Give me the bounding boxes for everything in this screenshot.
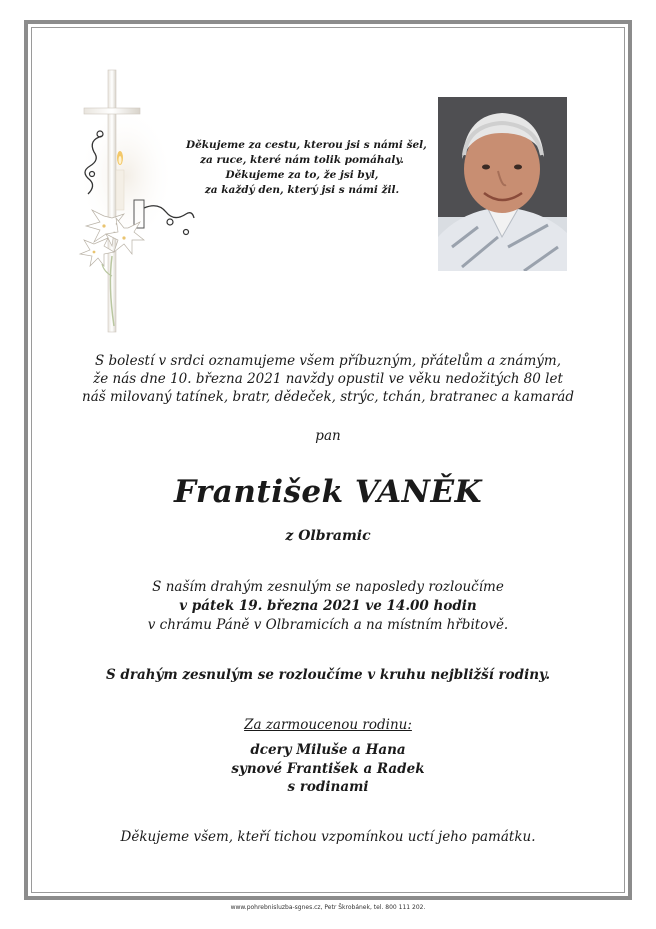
closing-thanks: Děkujeme všem, kteří tichou vzpomínkou uctí jeho památku. (120, 829, 536, 845)
portrait-photo (438, 97, 567, 271)
funeral-date-time: v pátek 19. března 2021 ve 14.00 hodin (179, 598, 477, 614)
memorial-poem (186, 138, 427, 198)
announcement-line: náš milovaný tatínek, bratr, dědeček, strýc, tchán, bratranec a kamarád (82, 389, 574, 405)
poem-line: za ruce, které nám tolik pomáhaly. (200, 154, 404, 166)
poem-line: Děkujeme za to, že jsi byl, (225, 169, 379, 181)
funeral-details (40, 578, 616, 635)
funeral-intro: S naším drahým zesnulým se naposledy rozloučíme (152, 579, 504, 595)
deceased-name: František VANĚK (173, 474, 483, 510)
family-member-line: synové František a Radek (231, 760, 425, 777)
funeral-location: v chrámu Páně v Olbramicích a na místním hřbitově. (147, 617, 509, 633)
family-heading: Za zarmoucenou rodinu: (244, 717, 412, 733)
poem-line: Děkujeme za cestu, kterou jsi s námi šel, (186, 139, 427, 151)
family-member-line: s rodinami (287, 779, 369, 795)
funeral-service-footer: www.pohrebnisluzba-sgnes.cz, Petr Škrobánek, tel. 800 111 202. (230, 904, 426, 911)
family-members (40, 741, 616, 797)
announcement-line: S bolestí v srdci oznamujeme všem příbuzným, přátelům a známým, (94, 353, 561, 369)
title-word: pan (315, 428, 341, 444)
poem-line: za každý den, který jsi s námi žil. (204, 184, 400, 196)
private-farewell-note: S drahým zesnulým se rozloučíme v kruhu nejbližší rodiny. (105, 667, 551, 683)
deceased-origin: z Olbramic (285, 528, 371, 544)
announcement-line: že nás dne 10. března 2021 navždy opustil ve věku nedožitých 80 let (93, 371, 563, 387)
death-announcement (40, 352, 616, 406)
family-member-line: dcery Miluše a Hana (250, 742, 406, 758)
cross-with-candle-and-lilies-icon (74, 66, 198, 338)
